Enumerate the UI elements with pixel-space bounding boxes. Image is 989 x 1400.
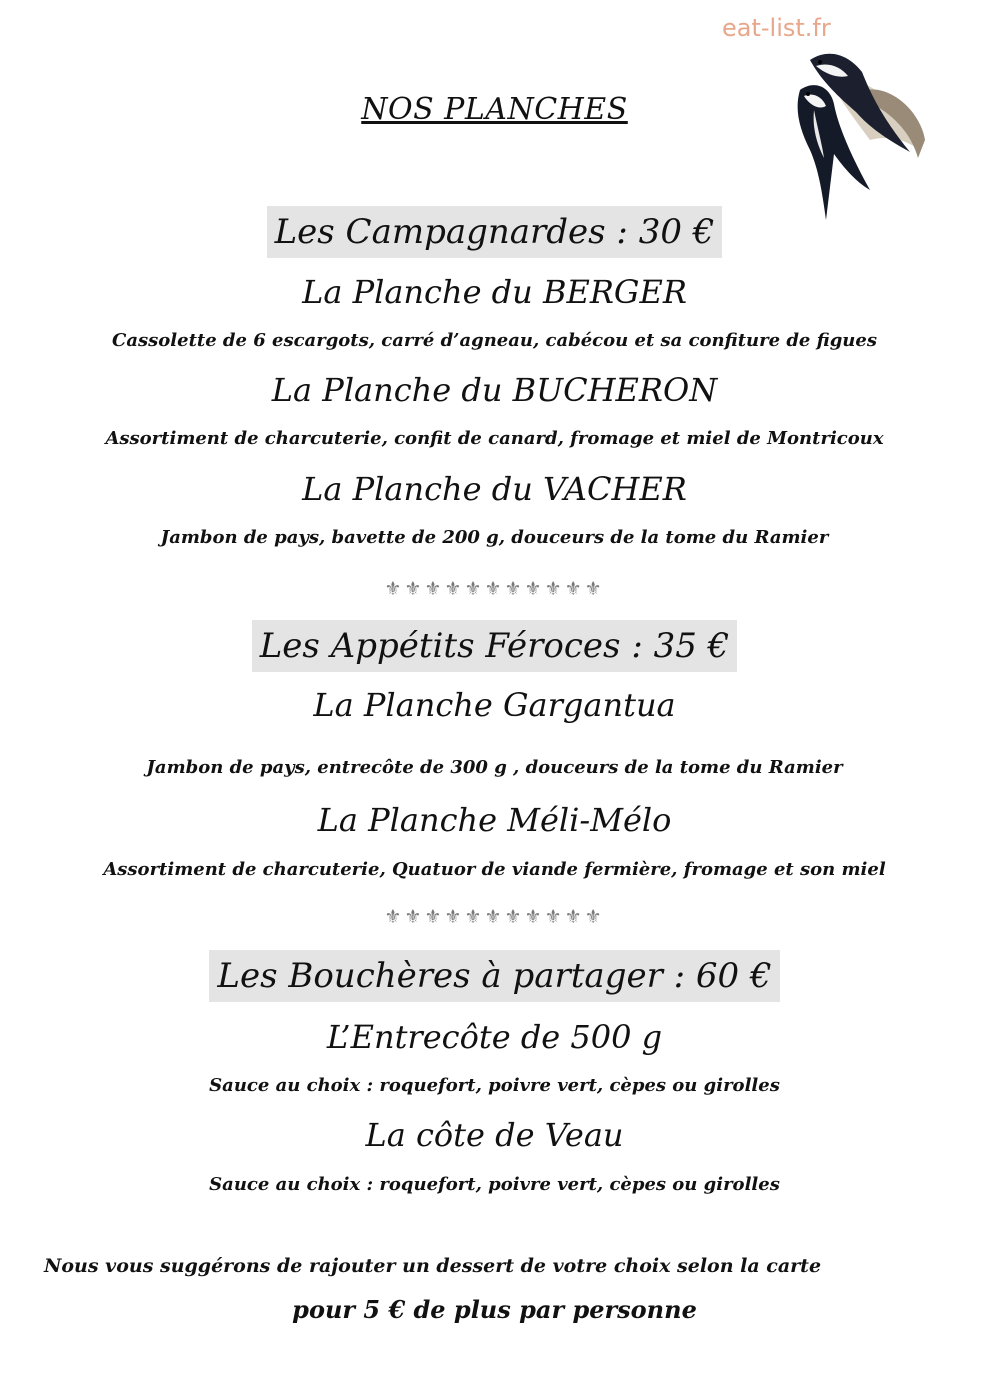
item-name-meli-melo: La Planche Méli-Mélo	[317, 801, 672, 839]
item-name-bucheron: La Planche du BUCHERON	[271, 371, 718, 409]
section-title-appetits	[0, 620, 989, 672]
page-title: NOS PLANCHES	[361, 92, 628, 127]
section-title-label: Les Bouchères à partager : 60 €	[209, 950, 779, 1002]
section-title-campagnardes	[0, 206, 989, 258]
swallows-illustration	[770, 40, 930, 230]
ornament-divider: ⚜⚜⚜⚜⚜⚜⚜⚜⚜⚜⚜	[384, 906, 605, 928]
section-title-label: Les Appétits Féroces : 35 €	[252, 620, 738, 672]
item-name-cote-veau: La côte de Veau	[365, 1116, 624, 1154]
dessert-price-note: pour 5 € de plus par personne	[292, 1295, 697, 1324]
ornament-divider: ⚜⚜⚜⚜⚜⚜⚜⚜⚜⚜⚜	[384, 578, 605, 600]
item-desc-meli-melo: Assortiment de charcuterie, Quatuor de viande fermière, fromage et son miel	[103, 859, 886, 880]
item-desc-berger: Cassolette de 6 escargots, carré d’agneau, cabécou et sa confiture de figues	[112, 330, 877, 351]
item-desc-cote-veau: Sauce au choix : roquefort, poivre vert, cèpes ou girolles	[209, 1174, 780, 1195]
item-desc-vacher: Jambon de pays, bavette de 200 g, douceurs de la tome du Ramier	[160, 527, 829, 548]
item-desc-entrecote: Sauce au choix : roquefort, poivre vert, cèpes ou girolles	[209, 1075, 780, 1096]
item-name-entrecote: L’Entrecôte de 500 g	[326, 1018, 663, 1056]
item-name-gargantua: La Planche Gargantua	[313, 686, 676, 724]
item-name-berger: La Planche du BERGER	[302, 273, 687, 311]
item-desc-bucheron: Assortiment de charcuterie, confit de canard, fromage et miel de Montricoux	[105, 428, 884, 449]
dessert-suggestion: Nous vous suggérons de rajouter un dessert de votre choix selon la carte	[44, 1255, 822, 1277]
watermark-text: eat-list.fr	[722, 14, 831, 42]
item-name-vacher: La Planche du VACHER	[302, 470, 687, 508]
item-desc-gargantua: Jambon de pays, entrecôte de 300 g , douceurs de la tome du Ramier	[146, 757, 843, 778]
section-title-label: Les Campagnardes : 30 €	[267, 206, 723, 258]
section-title-boucheres	[0, 950, 989, 1002]
